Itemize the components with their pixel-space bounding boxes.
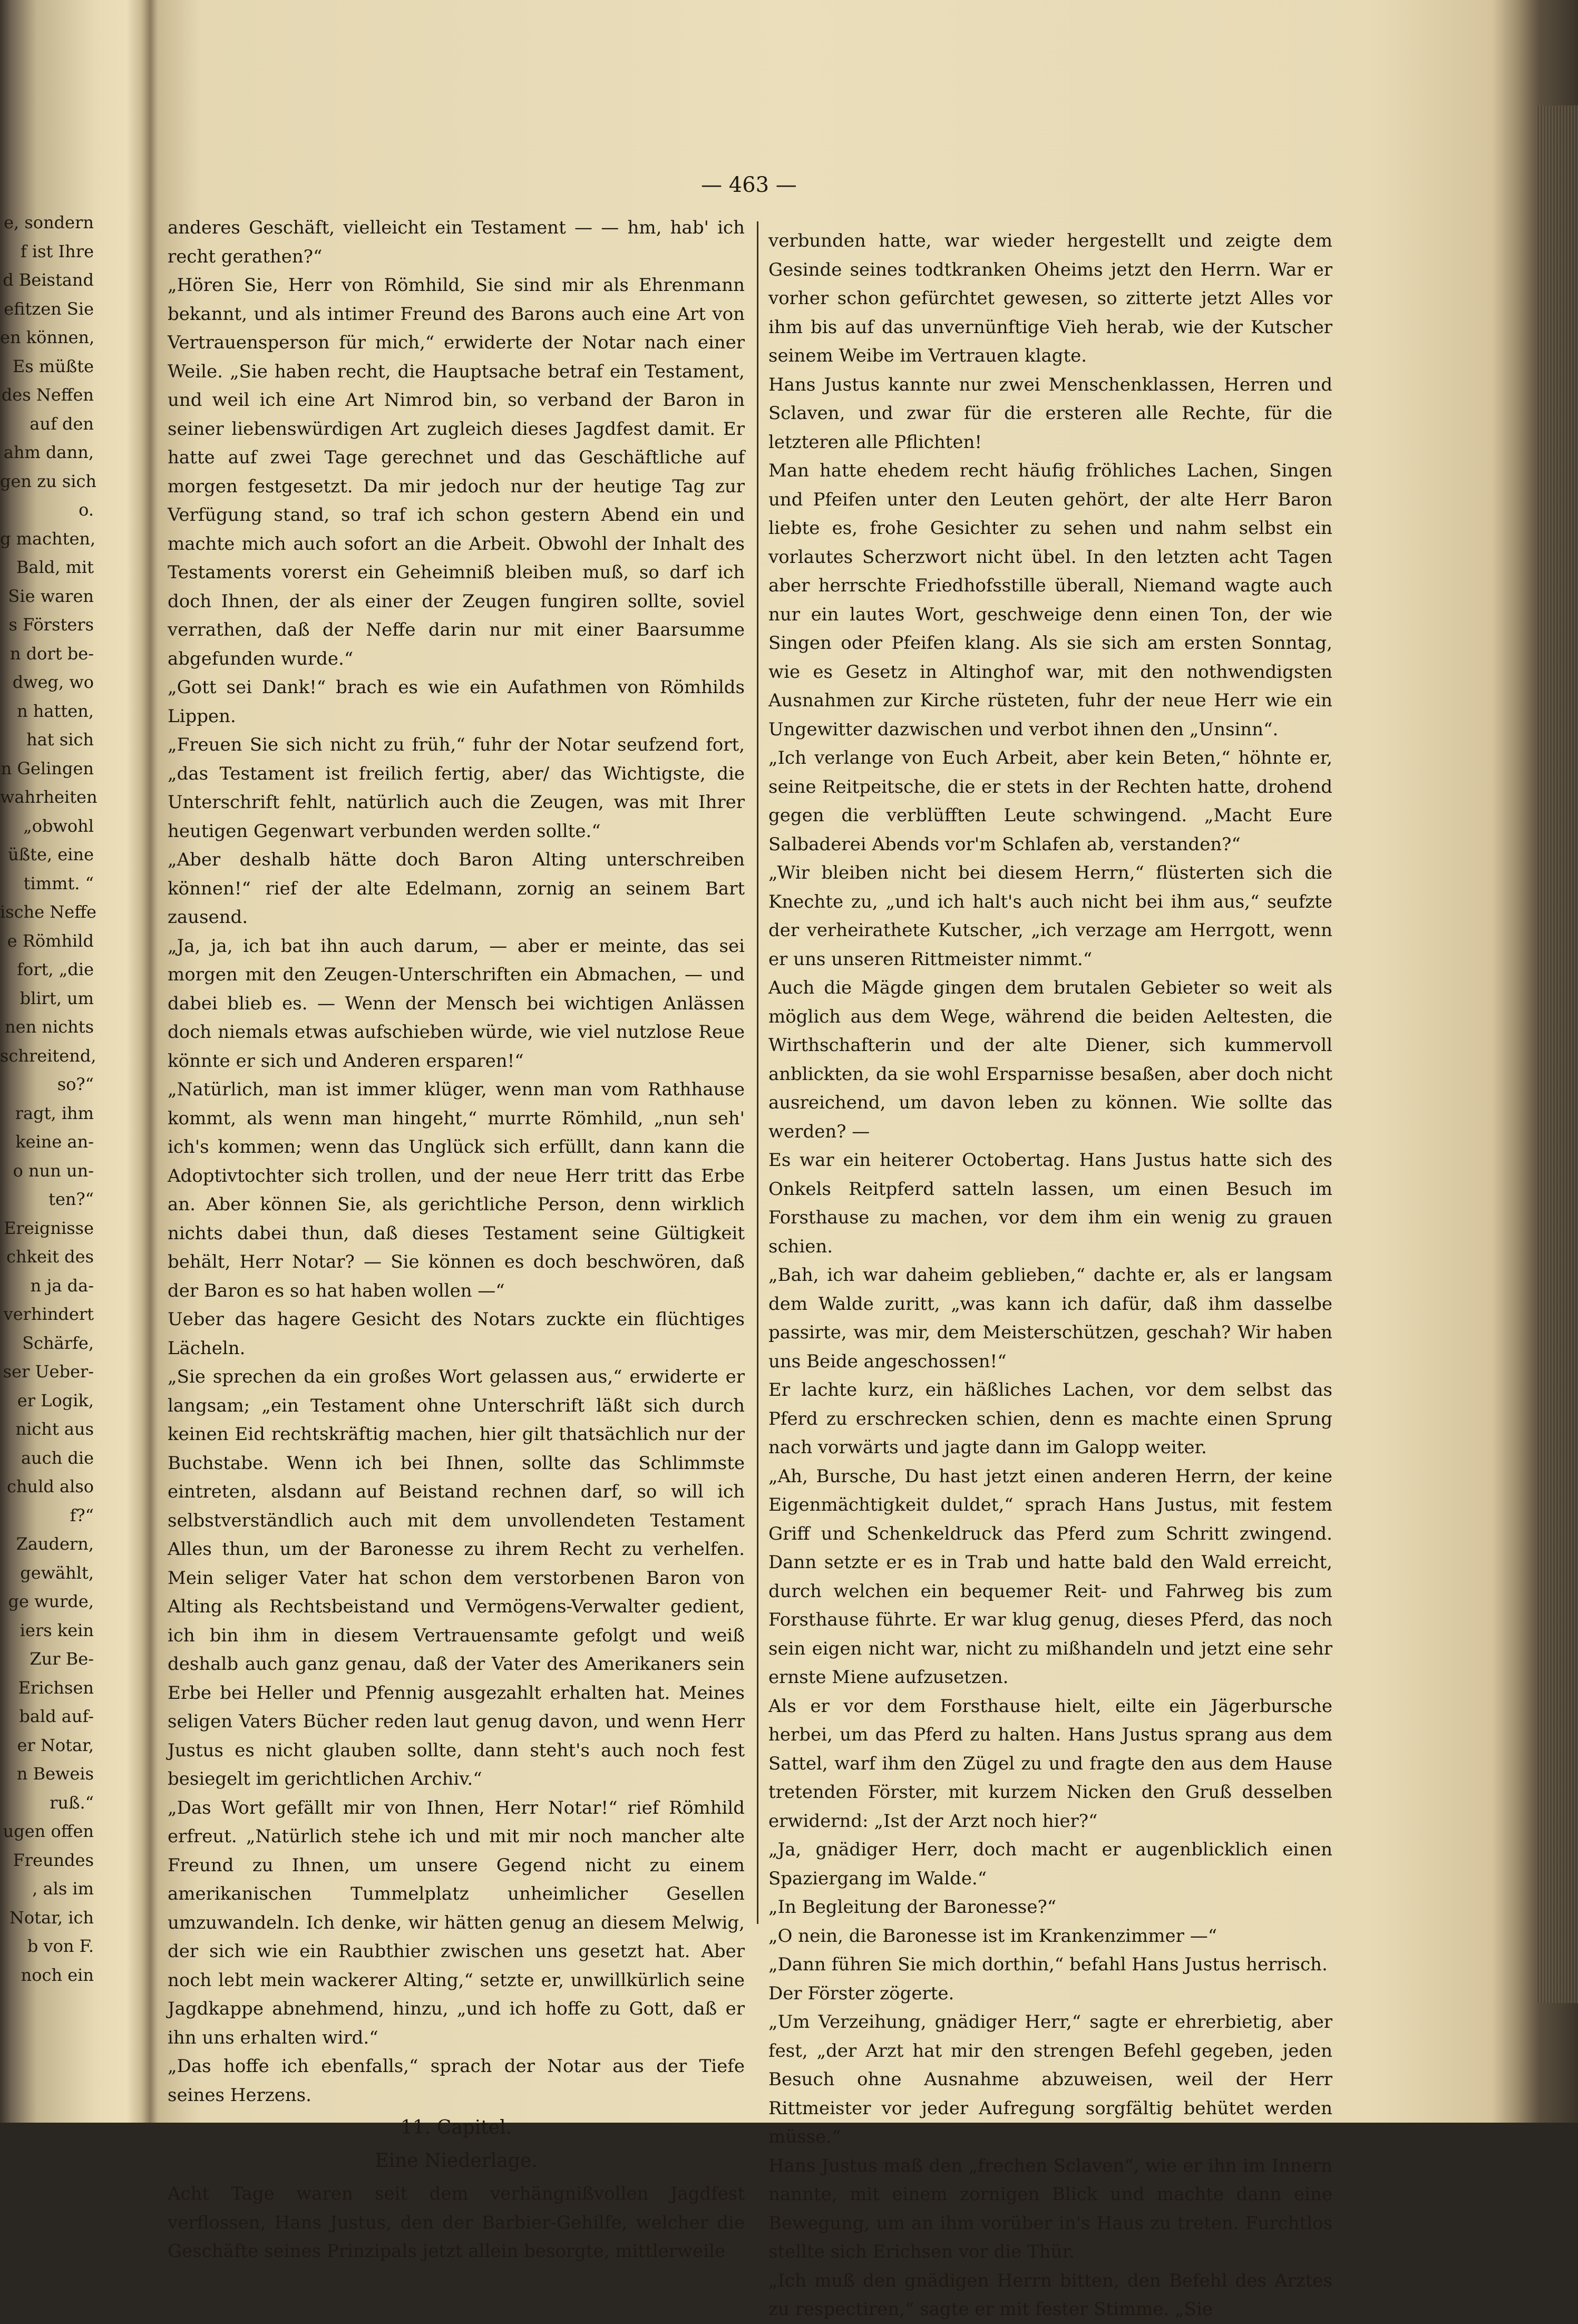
fragment-line: s Försters <box>8 615 94 635</box>
page-number: — 463 — <box>701 173 797 197</box>
paragraph: „Um Verzeihung, gnädiger Herr,“ sagte er ehrerbietig, aber fest, „der Arzt hat mir den strengen Befehl gegeben, jeden Besuch ohne Ausnahme abzuweisen, weil der Herr Rittmeister vor jeder Aufregung sorgfältig behütet werden müsse.“ <box>768 2011 1332 2147</box>
fragment-line: gewählt, <box>20 1562 94 1583</box>
fragment-line: nicht aus <box>15 1419 94 1439</box>
fragment-line: blirt, um <box>20 988 94 1008</box>
fragment-line: f?“ <box>70 1505 94 1525</box>
fragment-line: Sie waren <box>8 586 94 606</box>
fragment-line: n hatten, <box>17 701 94 721</box>
fragment-line: schreitend, <box>0 1045 96 1066</box>
column-rule <box>757 221 758 1924</box>
fragment-line: er Notar, <box>17 1735 94 1755</box>
paragraph: Hans Justus maß den „frechen Sclaven“, wie er ihn im Innern nannte, mit einem zornigen Blick und machte dann eine Bewegung, um an ihm vorüber in's Haus zu treten. Furchtlos stellte sich Erichsen vor die Thür. <box>768 2155 1332 2262</box>
fragment-line: g machten, <box>0 528 96 549</box>
fragment-line: ragt, ihm <box>15 1103 94 1123</box>
fragment-line: bald auf- <box>19 1706 94 1726</box>
fragment-line: ische Neffe <box>0 902 96 922</box>
fragment-line: b von F. <box>27 1936 94 1956</box>
book-edge <box>1536 105 1578 2003</box>
fragment-line: Zur Be- <box>30 1649 94 1669</box>
fragment-line: d Beistand <box>3 270 94 290</box>
fragment-line: üßte, eine <box>8 844 94 864</box>
paragraph: Auch die Mägde gingen dem brutalen Gebieter so weit als möglich aus dem Wege, während die beiden Aeltesten, die Wirthschafterin und der alte Diener, sich kummervoll anblickten, da sie wohl Ersparnisse besaßen, aber doch nicht ausreichend, um davon leben zu können. Wie sollte das werden? — <box>768 977 1332 1142</box>
fragment-line: e Römhild <box>7 930 94 951</box>
fragment-line: auch die <box>21 1447 94 1468</box>
paragraph: anderes Geschäft, vielleicht ein Testament — — hm, hab' ich recht gerathen?“ <box>168 217 745 267</box>
paragraph: „O nein, die Baronesse ist im Krankenzimmer —“ <box>768 1925 1217 1947</box>
fragment-line: „obwohl <box>23 815 94 836</box>
fragment-line: dweg, wo <box>12 672 94 692</box>
fragment-line: efitzen Sie <box>4 298 94 319</box>
fragment-line: iers kein <box>20 1620 94 1640</box>
fragment-line: Bald, mit <box>16 557 94 577</box>
paragraph: „Ja, ja, ich bat ihn auch darum, — aber er meinte, das sei morgen mit den Zeugen-Unterschriften ein Abmachen, — und dabei blieb es. — Wenn der Mensch bei wichtigen Anlässen doch niemals etwas aufschieben würde, wie viel nutzlose Reue könnte er sich und Anderen ersparen!“ <box>168 935 745 1072</box>
paragraph: Es war ein heiterer Octobertag. Hans Justus hatte sich des Onkels Reitpferd satteln lassen, um einen Besuch im Forsthause zu machen, vor dem ihm ein wenig zu grauen schien. <box>768 1150 1332 1257</box>
fragment-line: verhindert <box>3 1304 94 1324</box>
fragment-line: hat sich <box>26 730 94 750</box>
fragment-line: nen nichts <box>5 1017 94 1037</box>
fragment-line: Zaudern, <box>16 1534 94 1554</box>
paragraph: Ueber das hagere Gesicht des Notars zuckte ein flüchtiges Lächeln. <box>168 1309 745 1359</box>
fragment-line: timmt. “ <box>23 873 94 893</box>
chapter-title: Eine Niederlage. <box>375 2150 538 2172</box>
fragment-line: en können, <box>0 327 95 347</box>
fragment-line: noch ein <box>21 1965 94 1985</box>
fragment-line: ser Ueber- <box>3 1362 94 1382</box>
fragment-line: ten?“ <box>48 1189 94 1209</box>
fragment-line: Schärfe, <box>22 1333 94 1353</box>
fragment-line: keine an- <box>15 1132 94 1152</box>
fragment-line: chuld also <box>6 1476 94 1496</box>
fragment-line: n Gelingen <box>1 758 94 779</box>
paragraph: „In Begleitung der Baronesse?“ <box>768 1897 1057 1918</box>
chapter-number: 11. Capitel. <box>401 2117 512 2138</box>
fragment-line: chkeit des <box>6 1247 94 1267</box>
paragraph: Hans Justus kannte nur zwei Menschenklassen, Herren und Sclaven, und zwar für die ersteren alle Rechte, für die letzteren alle Pflichten! <box>768 374 1332 453</box>
paragraph: verbunden hatte, war wieder hergestellt und zeigte dem Gesinde seines todtkranken Oheims jetzt den Herrn. War er vorher schon gefürchtet gewesen, so zitterte jetzt Alles vor ihm bis auf das unvernünftige Vieh herab, wie der Kutscher seinem Weibe im Vertrauen klagte. <box>768 230 1332 366</box>
paragraph: „Aber deshalb hätte doch Baron Alting unterschreiben können!“ rief der alte Edelmann, zornig an seinem Bart zausend. <box>168 849 745 928</box>
fragment-line: f ist Ihre <box>20 241 94 261</box>
paragraph: Man hatte ehedem recht häufig fröhliches Lachen, Singen und Pfeifen unter den Leuten gehört, der alte Herr Baron liebte es, frohe Gesichter zu sehen und nahm selbst ein vorlautes Scherzwort nicht übel. In den letzten acht Tagen aber herrschte Friedhofsstille überall, Niemand wagte auch nur ein lautes Wort, geschweige denn einen Ton, der wie Singen oder Pfeifen klang. Als sie sich am ersten Sonntag, wie es Gesetz in Altinghof war, mit den nothwendigsten Ausnahmen zur Kirche rüsteten, fuhr der neue Herr wie ein Ungewitter dazwischen und verbot ihnen den „Unsinn“. <box>768 460 1332 740</box>
text-column-left <box>168 213 745 2266</box>
paragraph: „Freuen Sie sich nicht zu früh,“ fuhr der Notar seufzend fort, „das Testament ist freilich fertig, aber/ das Wichtigste, die Unterschrift fehlt, natürlich auch die Zeugen, was mit Ihrer heutigen Gegenwart verbunden werden sollte.“ <box>168 734 745 842</box>
fragment-line: Notar, ich <box>9 1907 94 1928</box>
paragraph: „Sie sprechen da ein großes Wort gelassen aus,“ erwiderte er langsam; „ein Testament ohne Unterschrift läßt sich durch keinen Eid rechtskräftig machen, hier gilt thatsächlich nur der Buchstabe. Wenn ich bei Ihnen, sollte das Schlimmste eintreten, alsdann auf Beistand rechnen darf, so will ich selbstverständlich auch mit dem unvollendeten Testament Alles thun, um der Baronesse zu ihrem Recht zu verhelfen. Mein seliger Vater hat schon dem verstorbenen Baron von Alting als Rechtsbeistand und Vermögens-Verwalter gedient, ich bin ihm in diesem Vertrauensamte gefolgt und weiß deshalb auch ganz genau, daß der Vater des Amerikaners sein Erbe bei Heller und Pfennig ausgezahlt erhalten hat. Meines seligen Vaters Bücher reden laut genug davon, und wenn Herr Justus es nicht glauben sollte, dann steht's auch noch fest besiegelt im gerichtlichen Archiv.“ <box>168 1366 745 1790</box>
fragment-line: Ereignisse <box>4 1218 94 1238</box>
paragraph: „Ja, gnädiger Herr, doch macht er augenblicklich einen Spaziergang im Walde.“ <box>768 1839 1332 1889</box>
left-page-fragment <box>0 208 98 1989</box>
text-column-right <box>768 227 1332 2324</box>
fragment-line: Erichsen <box>18 1677 94 1698</box>
fragment-line: ruß.“ <box>50 1792 94 1813</box>
fragment-line: auf den <box>30 413 94 434</box>
fragment-line: ahm dann, <box>3 442 94 462</box>
fragment-line: o. <box>79 500 94 520</box>
paragraph: Als er vor dem Forsthause hielt, eilte ein Jägerbursche herbei, um das Pferd zu halten. Hans Justus sprang aus dem Sattel, warf ihm den Zügel zu und fragte den aus dem Hause tretenden Förster, mit kurzem Nicken den Gruß desselben erwidernd: „Ist der Arzt noch hier?“ <box>768 1695 1332 1832</box>
paragraph: „Ich muß den gnädigen Herrn bitten, den Befehl des Arztes zu respectiren,“ sagte er mit fester Stimme. „Sie <box>768 2270 1332 2320</box>
fragment-line: n ja da- <box>30 1275 94 1296</box>
fragment-line: n dort be- <box>9 643 94 664</box>
fragment-line: ugen offen <box>3 1821 94 1841</box>
fragment-line: e, sondern <box>4 212 94 232</box>
fragment-line: , als im <box>32 1879 94 1899</box>
paragraph: „Ah, Bursche, Du hast jetzt einen anderen Herrn, der keine Eigenmächtigkeit duldet,“ sprach Hans Justus, mit festem Griff und Schenkeldruck das Pferd zum Schritt zwingend. Dann setzte er es in Trab und hatte bald den Wald erreicht, durch welchen ein bequemer Reit- und Fahrweg bis zum Forsthause führte. Er war klug genug, dieses Pferd, das noch sein eigen nicht war, nicht zu mißhandeln und jetzt eine sehr ernste Miene aufzusetzen. <box>768 1465 1332 1688</box>
fragment-line: Es müßte <box>12 356 94 376</box>
paragraph: „Hören Sie, Herr von Römhild, Sie sind mir als Ehrenmann bekannt, und als intimer Freund des Barons auch eine Art von Vertrauensperson für mich,“ erwiderte der Notar nach einer Weile. „Sie haben recht, die Hauptsache betraf ein Testament, und weil ich eine Art Nimrod bin, so verband der Baron in seiner liebenswürdigen Art zugleich dieses Jagdfest damit. Er hatte auf zwei Tage gerechnet und das Geschäftliche auf morgen festgesetzt. Da mir jedoch nur der heutige Tag zur Verfügung stand, so traf ich schon gestern Abend ein und machte mich auch sofort an die Arbeit. Obwohl der Inhalt des Testaments vorerst ein Geheimniß bleiben muß, so darf ich doch Ihnen, der als einer der Zeugen fungiren sollte, soviel verrathen, daß der Neffe darin nur mit einer Baarsumme abgefunden wurde.“ <box>168 275 745 669</box>
fragment-line: gen zu sich <box>0 471 97 491</box>
paragraph: Der Förster zögerte. <box>768 1982 954 2004</box>
fragment-line: fort, „die <box>17 959 94 979</box>
fragment-line: er Logik, <box>17 1390 94 1411</box>
paragraph: „Das Wort gefällt mir von Ihnen, Herr Notar!“ rief Römhild erfreut. „Natürlich stehe ich und mit mir noch mancher alte Freund zu Ihnen, um unsere Gegend nicht zu einem amerikanischen Tummelplatz unheimlicher Gesellen umzuwandeln. Ich denke, wir hätten genug an diesem Melwig, der sich wie ein Raubthier zwischen uns gesetzt hat. Aber noch lebt mein wackerer Alting,“ setzte er, unwillkürlich seine Jagdkappe abnehmend, hinzu, „und ich hoffe zu Gott, daß er ihn uns erhalten wird.“ <box>168 1797 745 2048</box>
paragraph: Acht Tage waren seit dem verhängnißvollen Jagdfest verflossen, Hans Justus, den der Barbier-Gehilfe, welcher die Geschäfte seines Prinzipals jetzt allein besorgte, mittlerweile <box>168 2183 745 2262</box>
paragraph: „Dann führen Sie mich dorthin,“ befahl Hans Justus herrisch. <box>768 1954 1328 1975</box>
fragment-line: so?“ <box>57 1074 94 1094</box>
paragraph: Er lachte kurz, ein häßliches Lachen, vor dem selbst das Pferd zu erschrecken schien, denn es machte einen Sprung nach vorwärts und jagte dann im Galopp weiter. <box>768 1379 1332 1458</box>
paragraph: „Ich verlange von Euch Arbeit, aber kein Beten,“ höhnte er, seine Reitpeitsche, die er stets in der Rechten hatte, drohend gegen die verblüfften Leute schwingend. „Macht Eure Salbaderei Abends vor'm Schlafen ab, verstanden?“ <box>768 747 1332 855</box>
fragment-line: ge wurde, <box>8 1591 94 1611</box>
paragraph: „Gott sei Dank!“ brach es wie ein Aufathmen von Römhilds Lippen. <box>168 677 745 727</box>
fragment-line: wahrheiten <box>0 787 98 807</box>
fragment-line: o nun un- <box>13 1160 94 1181</box>
paragraph: „Wir bleiben nicht bei diesem Herrn,“ flüsterten sich die Knechte zu, „und ich halt's auch nicht bei ihm aus,“ seufzte der verheirathete Kutscher, „ich verzage am Herrgott, wenn er uns unseren Rittmeister nimmt.“ <box>768 862 1332 970</box>
paragraph: „Natürlich, man ist immer klüger, wenn man vom Rathhause kommt, als wenn man hingeht,“ murrte Römhild, „nun seh' ich's kommen; wenn das Unglück sich erfüllt, dann kann die Adoptivtochter sich trollen, und der neue Herr tritt das Erbe an. Aber können Sie, als gerichtliche Person, denn wirklich nichts dabei thun, daß dieses Testament seine Gültigkeit behält, Herr Notar? — Sie können es doch beschwören, daß der Baron es so hat haben wollen —“ <box>168 1079 745 1301</box>
fragment-line: des Neffen <box>1 385 94 405</box>
paragraph: „Das hoffe ich ebenfalls,“ sprach der Notar aus der Tiefe seines Herzens. <box>168 2056 745 2106</box>
paragraph: „Bah, ich war daheim geblieben,“ dachte er, als er langsam dem Walde zuritt, „was kann ich dafür, daß ihm dasselbe passirte, was mir, dem Meisterschützen, geschah? Wir haben uns Beide angeschossen!“ <box>768 1265 1332 1372</box>
fragment-line: n Beweis <box>16 1764 94 1784</box>
fragment-line: Freundes <box>13 1850 94 1870</box>
